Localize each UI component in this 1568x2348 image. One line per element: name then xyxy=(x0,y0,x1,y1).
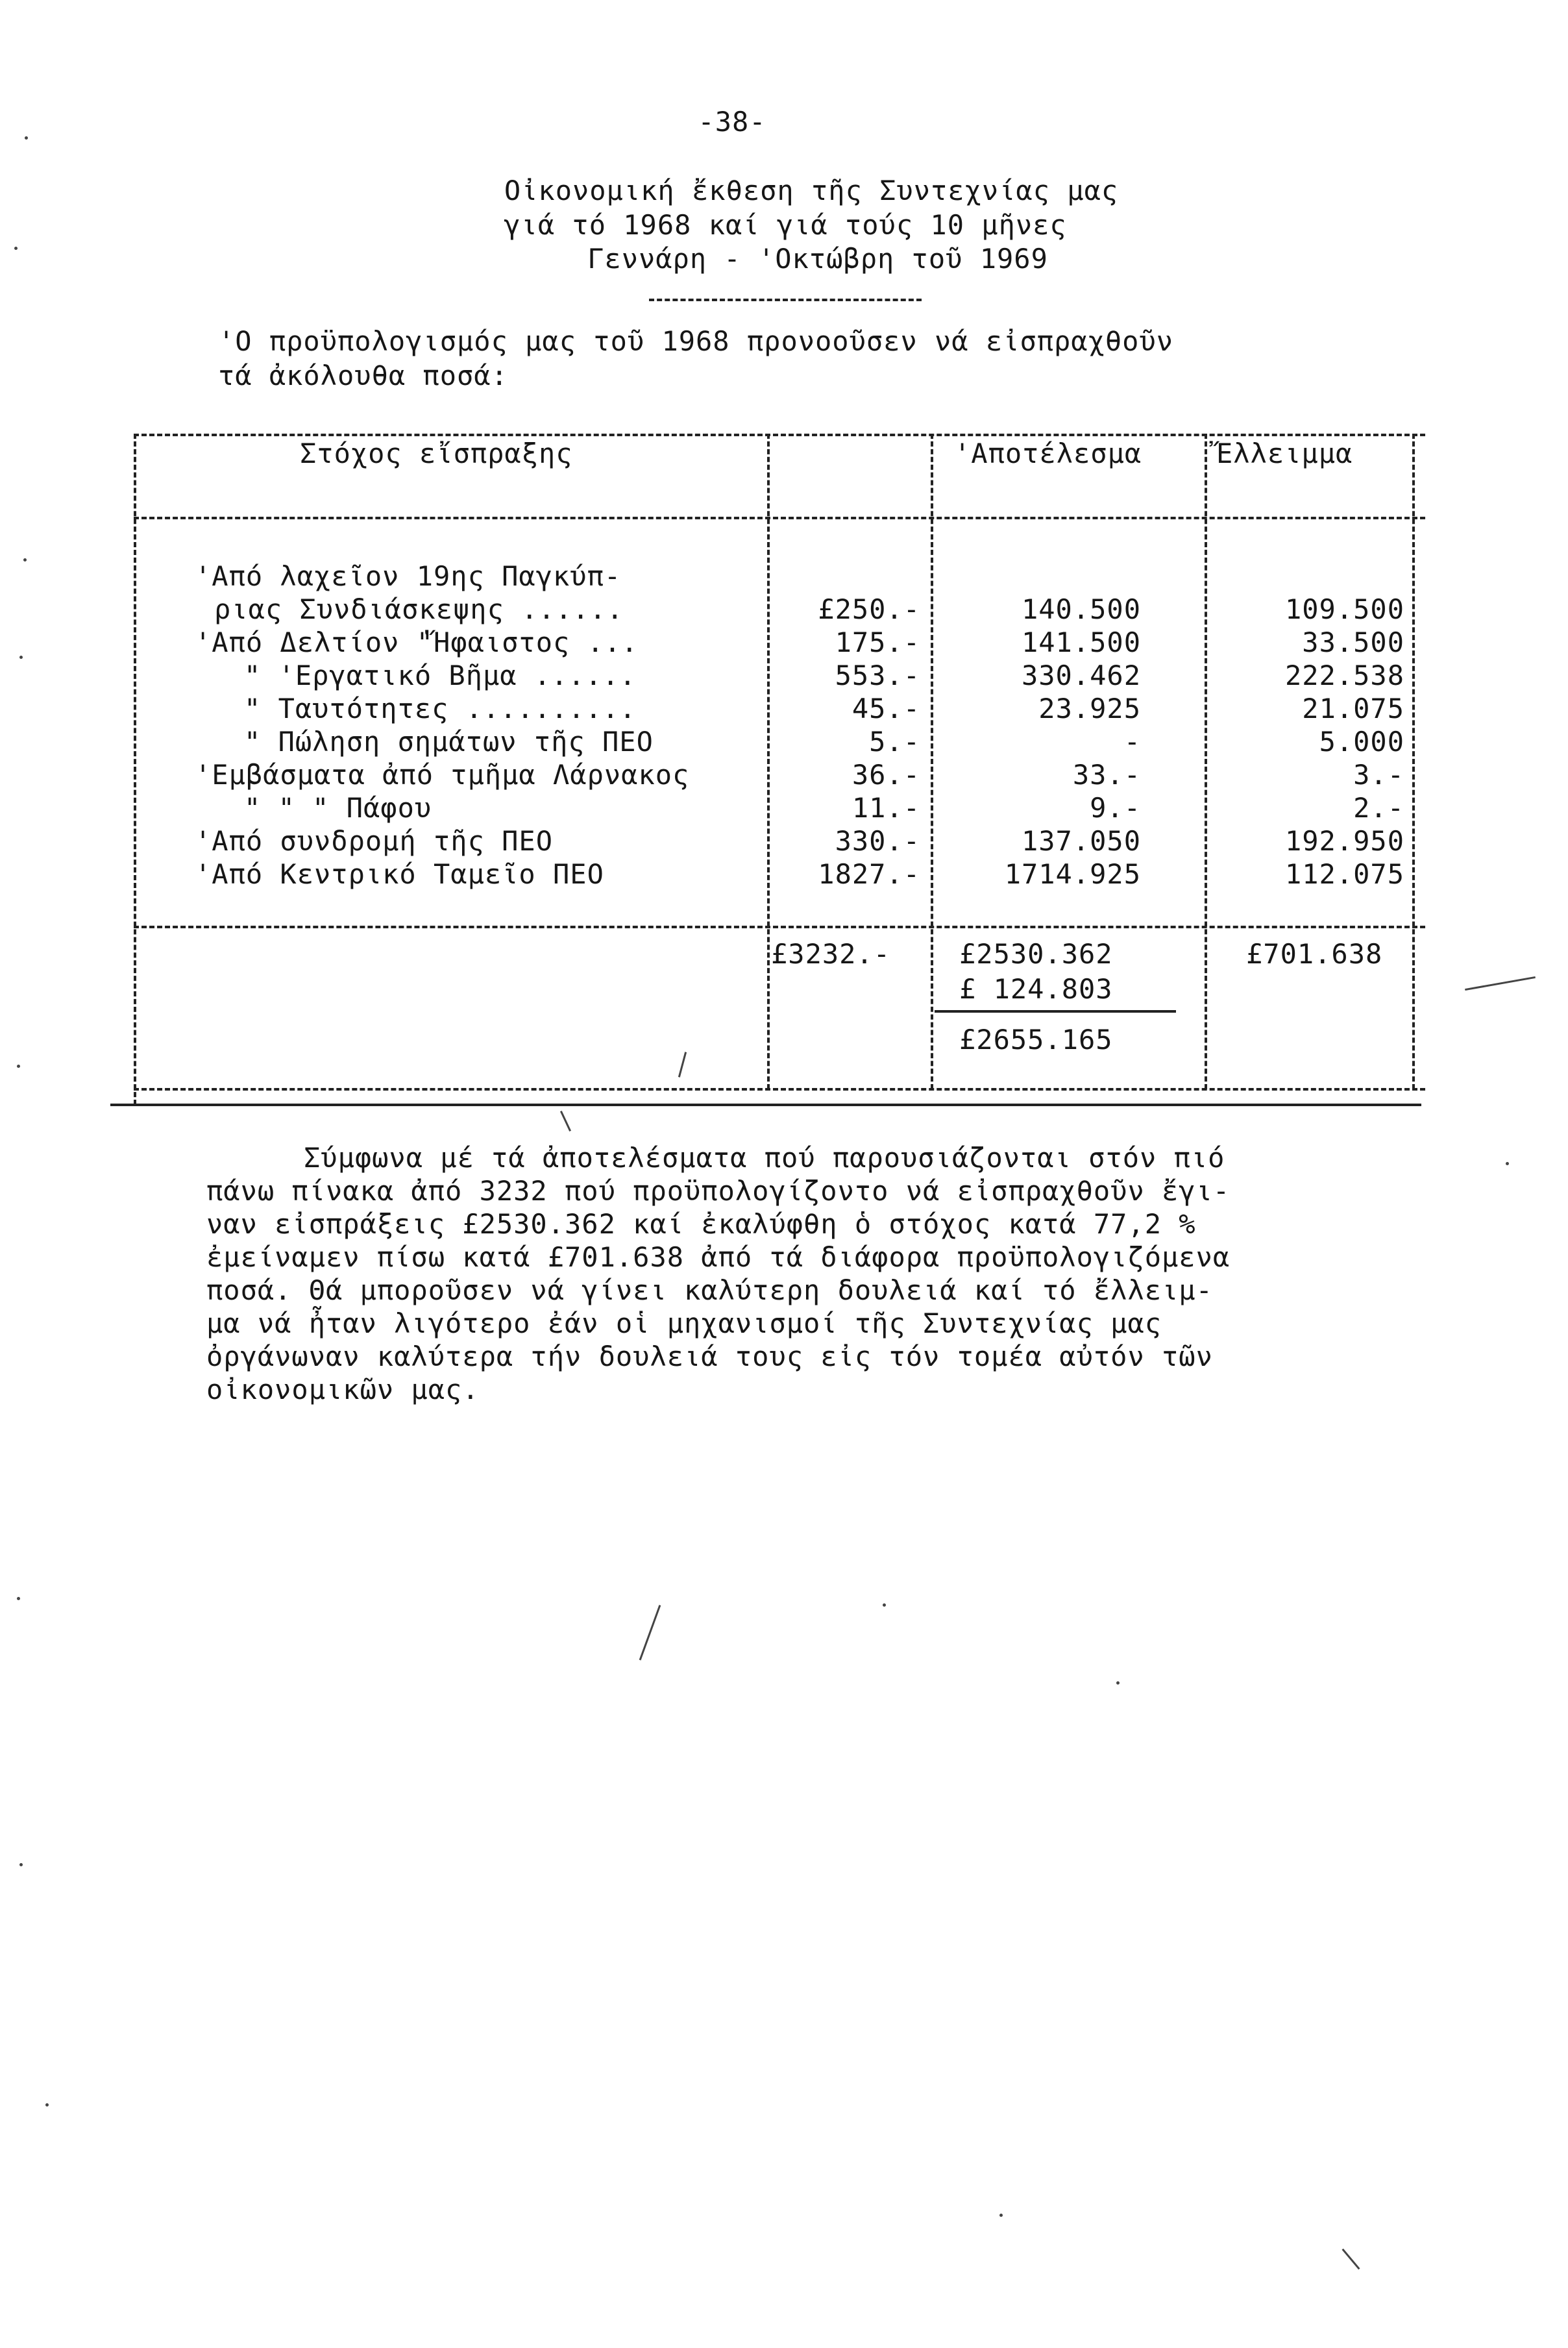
row-label: 'Από συνδρομή τῆς ΠΕΟ xyxy=(195,825,554,857)
scan-speck xyxy=(45,2103,49,2107)
row-target: 45.- xyxy=(851,693,920,724)
intro-line-2: τά ἀκόλουθα ποσά: xyxy=(218,360,508,391)
title-line-2: γιά τό 1968 καί γιά τούς 10 μῆνες xyxy=(504,209,1067,241)
row-label: " Ταυτότητες .......... xyxy=(244,693,637,724)
row-target: 330.- xyxy=(835,825,920,857)
row-deficit: 5.000 xyxy=(1319,726,1404,758)
header-result: 'Αποτέλεσμα xyxy=(954,438,1142,469)
scan-speck xyxy=(999,2214,1003,2217)
scan-speck xyxy=(25,136,28,140)
row-deficit: 33.500 xyxy=(1302,626,1404,658)
title-underline xyxy=(649,299,922,301)
scan-mark xyxy=(639,1605,661,1661)
row-result: 9.- xyxy=(1090,792,1141,824)
page-number: -38- xyxy=(698,106,766,138)
total-deficit: £701.638 xyxy=(1246,938,1383,970)
row-deficit: 222.538 xyxy=(1284,660,1404,691)
scan-mark xyxy=(1341,2249,1360,2270)
row-label: 'Εμβάσματα ἀπό τμῆμα Λάρνακος xyxy=(195,759,690,791)
conclusion-line-5: ποσά. Θά μποροῦσεν νά γίνει καλύτερη δουλειά καί τό ἔλλειμ- xyxy=(206,1274,1213,1306)
row-result: 1714.925 xyxy=(1004,858,1141,890)
row-result: 137.050 xyxy=(1021,825,1141,857)
table-col-divider-2 xyxy=(931,434,933,1089)
conclusion-line-8: οἰκονομικῶν μας. xyxy=(206,1374,480,1405)
row-result: 23.925 xyxy=(1038,693,1141,724)
scan-speck xyxy=(17,1597,20,1600)
row-target: 175.- xyxy=(835,626,920,658)
title-line-3: Γεννάρη - 'Οκτώβρη τοῦ 1969 xyxy=(587,243,1048,275)
scan-mark xyxy=(560,1111,571,1131)
table-right-border xyxy=(1412,434,1415,1089)
scan-speck xyxy=(14,247,18,250)
total-result: £2530.362 xyxy=(959,938,1113,970)
row-target: 36.- xyxy=(851,759,920,791)
table-top-rule xyxy=(134,434,1425,436)
row-target: £250.- xyxy=(818,593,920,625)
table-col-divider-3 xyxy=(1205,434,1207,1089)
row-deficit: 2.- xyxy=(1353,792,1404,824)
intro-line-1: 'Ο προϋπολογισμός μας τοῦ 1968 προνοοῦσεν νά εἰσπραχθοῦν xyxy=(218,325,1174,357)
scan-speck xyxy=(883,1603,886,1607)
scan-speck xyxy=(23,558,27,562)
header-target-label: Στόχος εἴσπραξης xyxy=(300,438,573,469)
scan-speck xyxy=(19,656,23,659)
row-target: 11.- xyxy=(851,792,920,824)
table-totals-rule xyxy=(134,926,1425,928)
row-deficit: 112.075 xyxy=(1284,858,1404,890)
row-label: ριας Συνδιάσκεψης ...... xyxy=(214,593,624,625)
scan-speck xyxy=(19,1863,23,1866)
row-result: 33.- xyxy=(1072,759,1141,791)
scan-speck xyxy=(17,1065,20,1068)
row-label-first-line: 'Από λαχεῖον 19ης Παγκύπ- xyxy=(195,560,622,592)
scan-speck xyxy=(1506,1162,1509,1165)
row-deficit: 109.500 xyxy=(1284,593,1404,625)
row-label: " " " Πάφου xyxy=(244,792,432,824)
row-target: 5.- xyxy=(869,726,920,758)
row-target: 1827.- xyxy=(818,858,920,890)
conclusion-line-6: μα νά ἦταν λιγότερο ἐάν οἱ μηχανισμοί τῆς Συντεχνίας μας xyxy=(206,1307,1162,1339)
row-label: " 'Εργατικό Βῆμα ...... xyxy=(244,660,637,691)
row-deficit: 3.- xyxy=(1353,759,1404,791)
total-target: £3232.- xyxy=(771,938,891,970)
conclusion-line-3: ναν εἰσπράξεις £2530.362 καί ἐκαλύφθη ὁ στόχος κατά 77,2 % xyxy=(206,1208,1196,1240)
row-label: 'Από Κεντρικό Ταμεῖο ΠΕΟ xyxy=(195,858,604,890)
row-target: 553.- xyxy=(835,660,920,691)
table-header-rule xyxy=(134,517,1425,519)
row-label: " Πώληση σημάτων τῆς ΠΕΟ xyxy=(244,726,654,758)
row-deficit: 21.075 xyxy=(1302,693,1404,724)
row-result: 330.462 xyxy=(1021,660,1141,691)
sum-underline xyxy=(935,1010,1176,1013)
row-result: 141.500 xyxy=(1021,626,1141,658)
row-result: - xyxy=(1123,726,1141,758)
scan-speck xyxy=(1116,1681,1120,1685)
scan-mark xyxy=(1465,976,1536,991)
scan-mark xyxy=(678,1052,687,1077)
conclusion-line-7: ὀργάνωναν καλύτερα τήν δουλειά τους εἰς τόν τομέα αὐτόν τῶν xyxy=(206,1341,1213,1372)
header-deficit: Ἔλλειμμα xyxy=(1216,438,1353,469)
row-label: 'Από Δελτίον "Ἥφαιστος ... xyxy=(195,626,639,658)
table-bottom-rule xyxy=(134,1088,1425,1091)
conclusion-line-2: πάνω πίνακα ἀπό 3232 πού προϋπολογίζοντο νά εἰσπραχθοῦν ἔγι- xyxy=(206,1175,1231,1207)
row-result: 140.500 xyxy=(1021,593,1141,625)
total-extra: £ 124.803 xyxy=(959,973,1113,1005)
table-left-border xyxy=(134,434,136,1105)
row-deficit: 192.950 xyxy=(1284,825,1404,857)
table-base-line xyxy=(110,1104,1421,1106)
title-line-1: Οἰκονομική ἔκθεση τῆς Συντεχνίας μας xyxy=(504,175,1119,206)
conclusion-line-1: Σύμφωνα μέ τά ἀποτελέσματα πού παρουσιάζονται στόν πιό xyxy=(304,1142,1225,1174)
grand-total: £2655.165 xyxy=(959,1024,1113,1056)
conclusion-line-4: ἐμείναμεν πίσω κατά £701.638 ἀπό τά διάφορα προϋπολογιζόμενα xyxy=(206,1241,1231,1273)
